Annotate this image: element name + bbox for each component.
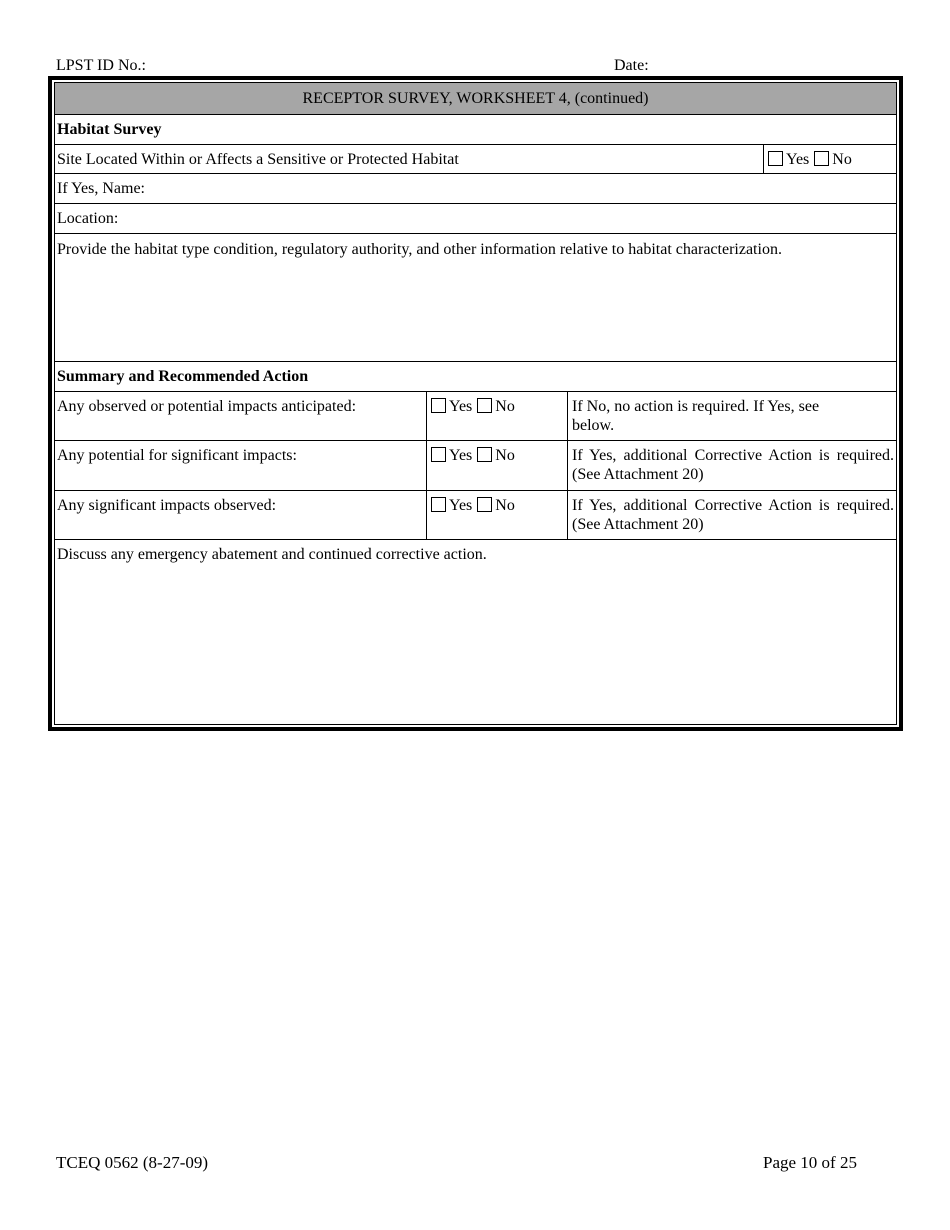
column-divider	[763, 145, 764, 173]
column-divider	[567, 491, 568, 539]
sensitive-habitat-question: Site Located Within or Affects a Sensitive or Protected Habitat	[57, 151, 459, 168]
yes-option[interactable]	[768, 151, 809, 168]
no-option[interactable]	[477, 447, 515, 464]
habitat-section-heading: Habitat Survey	[57, 121, 162, 138]
no-option[interactable]	[477, 497, 515, 514]
location-row[interactable]	[55, 204, 896, 234]
impact-question: Any significant impacts observed:	[57, 497, 277, 514]
discussion-prompt: Discuss any emergency abatement and continued corrective action.	[57, 546, 487, 563]
no-checkbox[interactable]	[477, 447, 492, 462]
form-number: TCEQ 0562 (8-27-09)	[56, 1153, 209, 1172]
impact-question: Any observed or potential impacts anticipated:	[57, 398, 357, 415]
habitat-info-area[interactable]	[55, 234, 896, 362]
yes-checkbox[interactable]	[431, 398, 446, 413]
no-option[interactable]	[477, 398, 515, 415]
impact-row	[55, 441, 896, 491]
column-divider	[426, 441, 427, 490]
habitat-name-row[interactable]	[55, 174, 896, 204]
yes-label: Yes	[449, 497, 473, 514]
no-checkbox[interactable]	[814, 151, 829, 166]
impact-note: If Yes, additional Corrective Action is required. (See Attachment 20)	[572, 497, 894, 533]
no-checkbox[interactable]	[477, 497, 492, 512]
column-divider	[567, 441, 568, 490]
yes-checkbox[interactable]	[431, 497, 446, 512]
no-checkbox[interactable]	[477, 398, 492, 413]
form-title: RECEPTOR SURVEY, WORKSHEET 4, (continued)	[302, 90, 649, 107]
yes-checkbox[interactable]	[768, 151, 783, 166]
no-label: No	[495, 447, 515, 464]
column-divider	[426, 392, 427, 440]
location-label: Location:	[57, 210, 119, 227]
impact-row	[55, 491, 896, 540]
no-label: No	[495, 497, 515, 514]
impact-note: If No, no action is required. If Yes, see below.	[572, 398, 820, 434]
no-label: No	[832, 151, 852, 168]
form-frame	[48, 76, 903, 731]
yes-option[interactable]	[431, 447, 472, 464]
sensitive-habitat-yes-no	[768, 150, 852, 170]
impact-note: If Yes, additional Corrective Action is required. (See Attachment 20)	[572, 447, 894, 483]
sensitive-habitat-row	[55, 145, 896, 174]
impact-row	[55, 392, 896, 441]
habitat-section-row	[55, 115, 896, 145]
impact-yes-no	[431, 397, 515, 417]
column-divider	[567, 392, 568, 440]
impact-yes-no	[431, 496, 515, 516]
column-divider	[426, 491, 427, 539]
habitat-info-prompt: Provide the habitat type condition, regulatory authority, and other information relative to habitat characterization.	[57, 241, 782, 258]
discussion-area[interactable]	[55, 540, 896, 724]
yes-option[interactable]	[431, 497, 472, 514]
lpst-id-label: LPST ID No.:	[56, 57, 146, 74]
form-table	[54, 82, 897, 725]
no-label: No	[495, 398, 515, 415]
page-number: Page 10 of 25	[763, 1153, 857, 1172]
summary-section-row	[55, 362, 896, 392]
yes-checkbox[interactable]	[431, 447, 446, 462]
yes-label: Yes	[449, 398, 473, 415]
habitat-name-label: If Yes, Name:	[57, 180, 145, 197]
yes-label: Yes	[449, 447, 473, 464]
yes-option[interactable]	[431, 398, 472, 415]
yes-label: Yes	[786, 151, 810, 168]
impact-yes-no	[431, 446, 515, 466]
summary-section-heading: Summary and Recommended Action	[57, 368, 309, 385]
date-label: Date:	[614, 57, 649, 74]
impact-question: Any potential for significant impacts:	[57, 447, 297, 464]
form-title-row	[55, 83, 896, 115]
no-option[interactable]	[814, 151, 852, 168]
